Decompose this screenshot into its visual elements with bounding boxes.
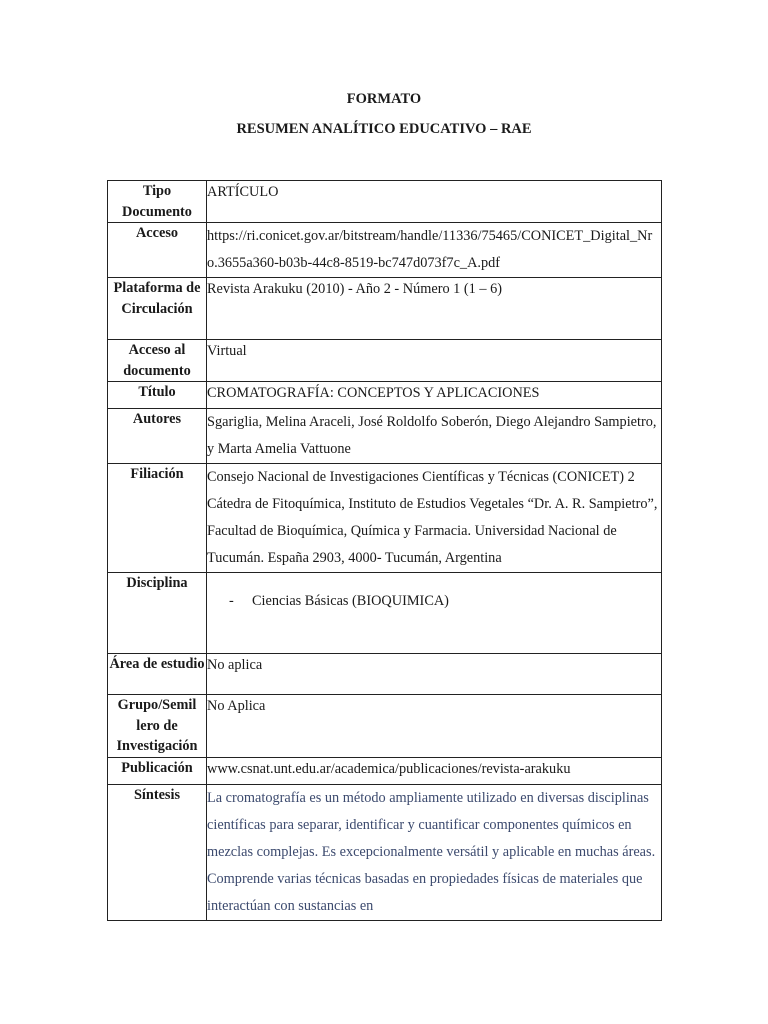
value-publicacion-link[interactable]: www.csnat.unt.edu.ar/academica/publicaciones/revista-arakuku [207,757,662,784]
label-autores: Autores [108,409,207,464]
row-publicacion [108,757,662,784]
row-filiacion [108,464,662,573]
label-acceso: Acceso [108,223,207,278]
label-filiacion: Filiación [108,464,207,573]
value-disciplina [207,573,662,654]
label-sintesis: Síntesis [108,784,207,920]
value-grupo-semillero: No Aplica [207,695,662,758]
row-plataforma [108,278,662,340]
value-filiacion: Consejo Nacional de Investigaciones Científicas y Técnicas (CONICET) 2 Cátedra de Fitoquímica, Instituto de Estudios Vegetales “Dr. A. R. Sampietro”, Facultad de Bioquímica, Química y Farmacia. Universidad Nacional de Tucumán. España 2903, 4000- Tucumán, Argentina [207,464,662,573]
list-dash: - [229,593,234,609]
value-area-estudio: No aplica [207,654,662,695]
value-autores: Sgariglia, Melina Araceli, José Roldolfo Soberón, Diego Alejandro Sampietro, y Marta Amelia Vattuone [207,409,662,464]
row-tipo-documento [108,181,662,223]
row-acceso-documento [108,340,662,382]
value-acceso-link[interactable]: https://ri.conicet.gov.ar/bitstream/handle/11336/75465/CONICET_Digital_Nro.3655a360-b03b-44c8-8519-bc747d073f7c_A.pdf [207,223,662,278]
document-subtitle: RESUMEN ANALÍTICO EDUCATIVO – RAE [236,121,532,137]
row-sintesis [108,784,662,920]
row-acceso [108,223,662,278]
label-publicacion: Publicación [108,757,207,784]
row-autores [108,409,662,464]
row-titulo [108,382,662,409]
row-grupo-semillero [108,695,662,758]
label-acceso-documento: Acceso al documento [108,340,207,382]
row-area-estudio [108,654,662,695]
document-title: FORMATO [346,91,422,107]
row-disciplina [108,573,662,654]
disciplina-text: Ciencias Básicas (BIOQUIMICA) [252,593,449,609]
value-plataforma: Revista Arakuku (2010) - Año 2 - Número 1 (1 – 6) [207,278,662,340]
value-tipo-documento: ARTÍCULO [207,181,662,223]
label-grupo-semillero: Grupo/Semil lero de Investigación [108,695,207,758]
rae-table [107,180,662,921]
label-titulo: Título [108,382,207,409]
label-tipo-documento: Tipo Documento [108,181,207,223]
disciplina-list-item [207,591,661,611]
value-titulo: CROMATOGRAFÍA: CONCEPTOS Y APLICACIONES [207,382,662,409]
label-area-estudio: Área de estudio [108,654,207,695]
label-plataforma: Plataforma de Circulación [108,278,207,340]
value-acceso-documento: Virtual [207,340,662,382]
label-disciplina: Disciplina [108,573,207,654]
value-sintesis: La cromatografía es un método ampliamente utilizado en diversas disciplinas científicas para separar, identificar y cuantificar componentes químicos en mezclas complejas. Es excepcionalmente versátil y aplicable en muchas áreas. Comprende varias técnicas basadas en propiedades físicas de materiales que interactúan con sustancias en [207,784,662,920]
